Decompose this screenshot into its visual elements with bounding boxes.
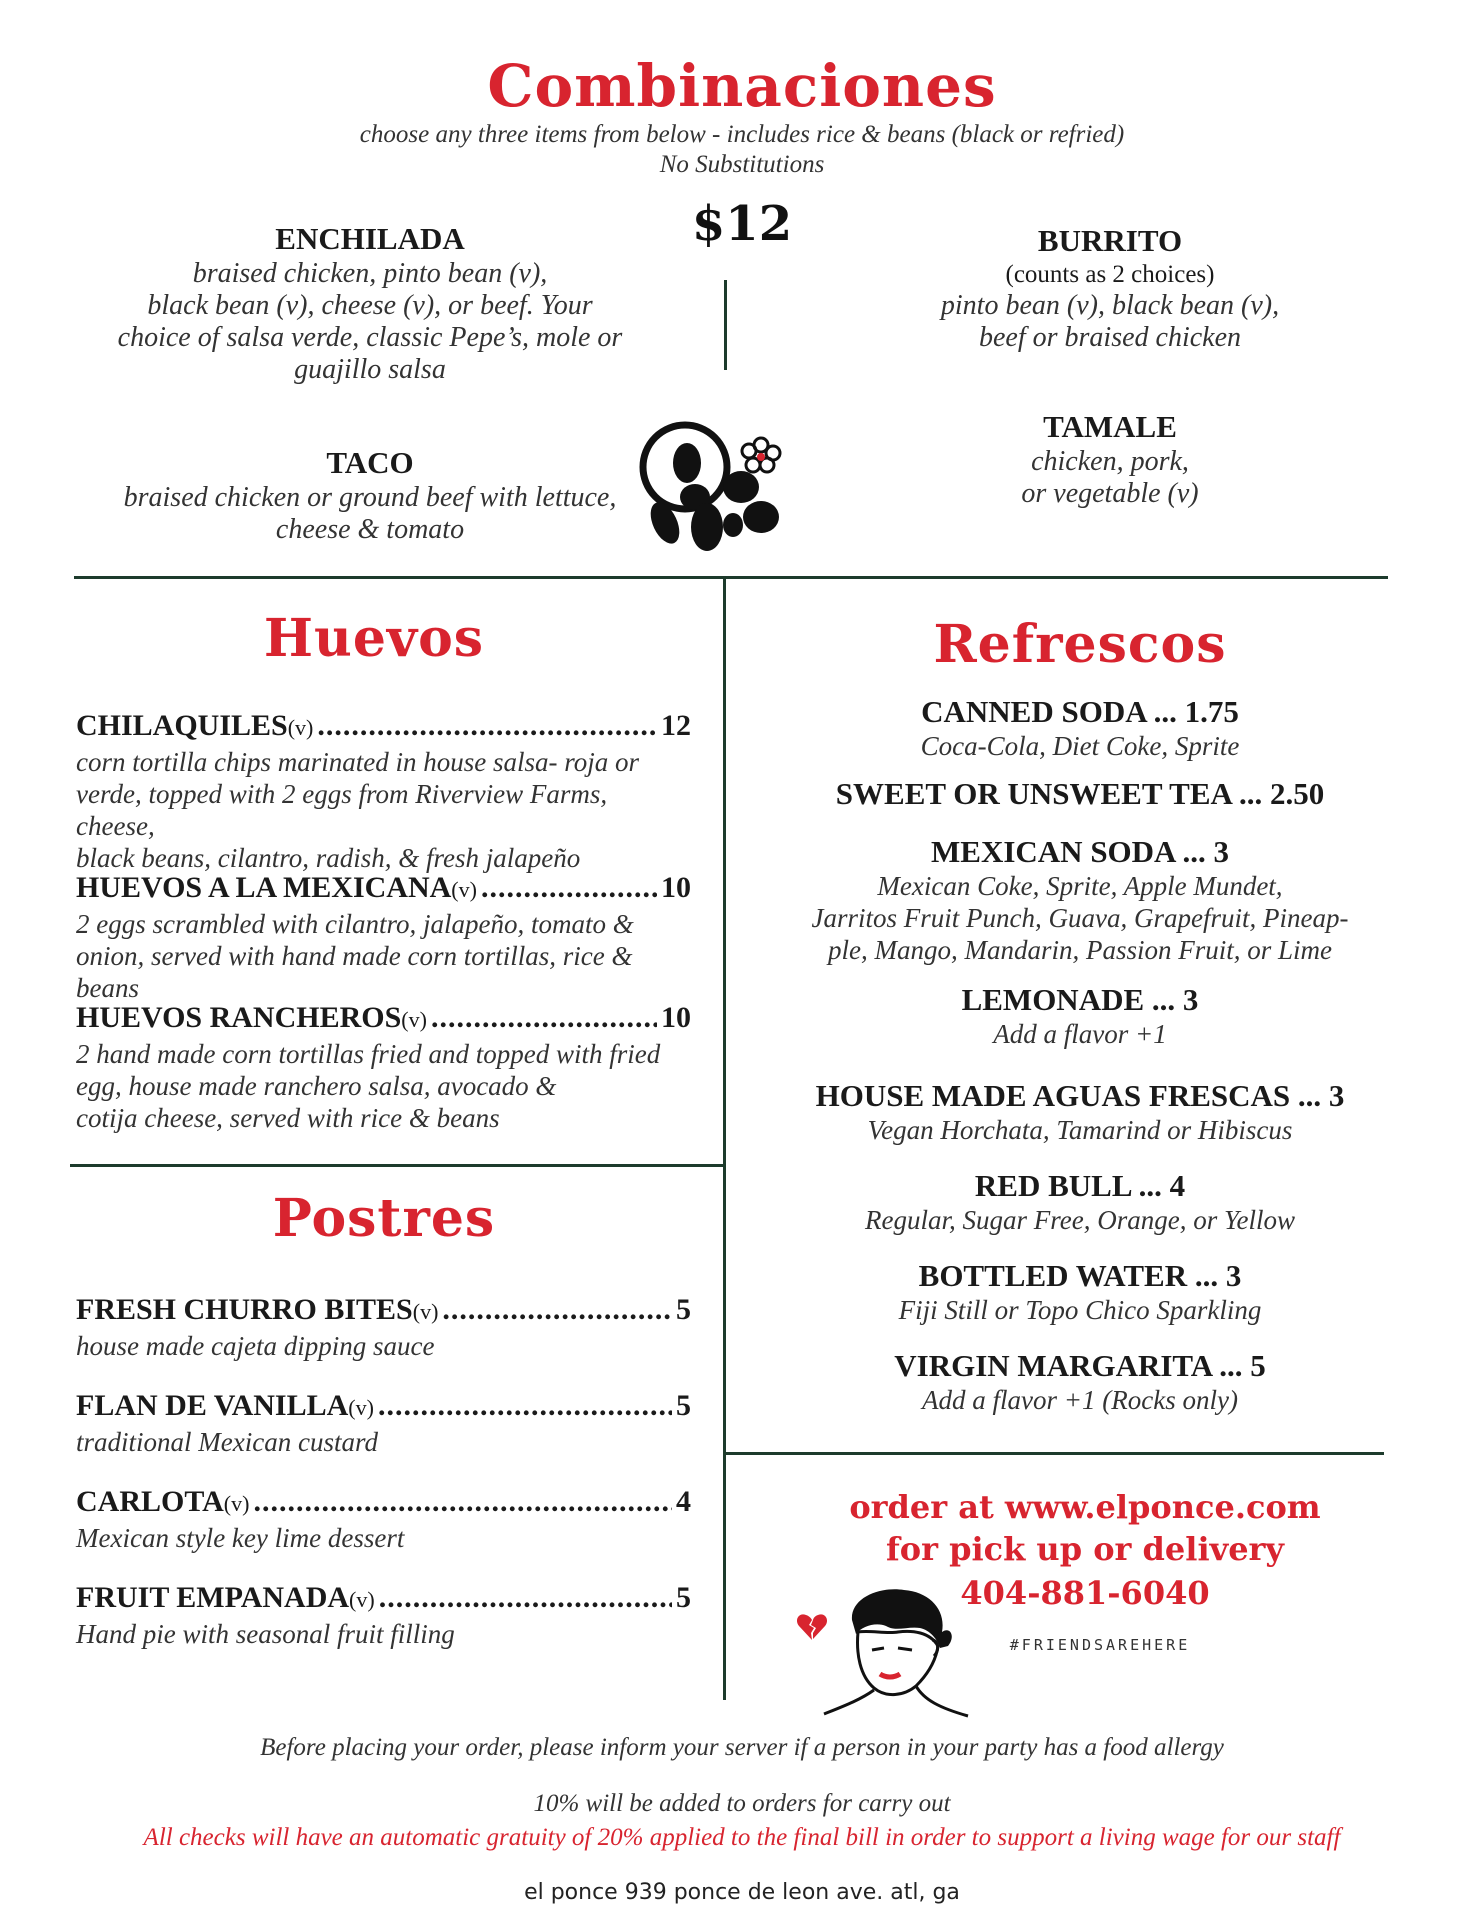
drink-name: VIRGIN MARGARITA ... 5 bbox=[894, 1348, 1266, 1383]
drink-name: SWEET OR UNSWEET TEA ... 2.50 bbox=[835, 776, 1325, 811]
desc-line: ple, Mango, Mandarin, Passion Fruit, or Lime bbox=[828, 935, 1332, 965]
vegetarian-mark: (v) bbox=[348, 1395, 374, 1420]
item-desc bbox=[76, 908, 691, 1004]
menu-item bbox=[76, 870, 691, 1004]
item-desc bbox=[76, 746, 691, 874]
vegetarian-mark: (v) bbox=[412, 1299, 439, 1324]
combo-item-note: (counts as 2 choices) bbox=[1005, 261, 1215, 288]
drink-item bbox=[730, 1078, 1430, 1146]
desc-line: or vegetable (v) bbox=[1021, 478, 1199, 509]
drink-name: BOTTLED WATER ... 3 bbox=[918, 1258, 1242, 1293]
allergy-notice: Before placing your order, please inform your server if a person in your party has a food allergy bbox=[260, 1734, 1224, 1761]
combinaciones-subtitle-line: No Substitutions bbox=[659, 151, 825, 178]
order-phone[interactable]: 404-881-6040 bbox=[960, 1574, 1210, 1612]
item-price: 5 bbox=[676, 1293, 691, 1326]
leader-dots bbox=[481, 870, 657, 906]
drink-item bbox=[730, 982, 1430, 1050]
combinaciones-subtitle bbox=[0, 120, 1484, 180]
menu-item bbox=[76, 1292, 691, 1362]
section-divider bbox=[726, 1452, 1384, 1455]
drink-name: MEXICAN SODA ... 3 bbox=[931, 834, 1229, 869]
combo-item-name: BURRITO bbox=[1037, 223, 1183, 258]
drink-desc: Coca-Cola, Diet Coke, Sprite bbox=[920, 731, 1240, 761]
item-desc bbox=[76, 1426, 691, 1458]
desc-line: Hand pie with seasonal fruit filling bbox=[76, 1619, 455, 1649]
desc-line: verde, topped with 2 eggs from Riverview Farms, cheese, bbox=[76, 779, 608, 841]
leader-dots bbox=[431, 1000, 657, 1036]
desc-line: black bean (v), cheese (v), or beef. Your bbox=[147, 290, 593, 321]
desc-line: guajillo salsa bbox=[294, 354, 446, 385]
item-desc bbox=[76, 1038, 691, 1134]
restaurant-address: el ponce 939 ponce de leon ave. atl, ga bbox=[524, 1880, 960, 1905]
item-desc bbox=[76, 1618, 691, 1650]
drink-item bbox=[730, 1168, 1430, 1236]
combinaciones-subtitle-line: choose any three items from below - includes rice & beans (black or refried) bbox=[359, 121, 1125, 148]
desc-line: braised chicken, pinto bean (v), bbox=[192, 258, 548, 289]
desc-line: pinto bean (v), black bean (v), bbox=[940, 290, 1280, 321]
item-name: CARLOTA bbox=[76, 1485, 224, 1518]
item-name: CHILAQUILES bbox=[76, 709, 288, 742]
huevos-title: Huevos bbox=[263, 608, 485, 669]
drink-name: LEMONADE ... 3 bbox=[961, 982, 1199, 1017]
vegetarian-mark: (v) bbox=[451, 877, 477, 902]
desc-line: beans bbox=[76, 973, 139, 1003]
item-price: 4 bbox=[676, 1485, 691, 1518]
item-name: HUEVOS RANCHEROS bbox=[76, 1001, 402, 1034]
refrescos-title: Refrescos bbox=[933, 614, 1227, 675]
desc-line: choice of salsa verde, classic Pepe’s, mole or bbox=[117, 322, 623, 353]
combo-item-desc bbox=[100, 258, 640, 386]
item-price: 10 bbox=[661, 1001, 691, 1034]
desc-line: traditional Mexican custard bbox=[76, 1427, 378, 1457]
item-desc bbox=[76, 1522, 691, 1554]
drink-desc: Vegan Horchata, Tamarind or Hibiscus bbox=[867, 1115, 1293, 1145]
combo-item-name: ENCHILADA bbox=[275, 221, 465, 256]
drink-item bbox=[730, 776, 1430, 812]
desc-line: chicken, pork, bbox=[1031, 446, 1189, 477]
section-divider bbox=[74, 576, 1388, 579]
leader-dots bbox=[379, 1580, 672, 1616]
combinaciones-price: $12 bbox=[691, 196, 793, 252]
column-divider bbox=[723, 578, 726, 1700]
carryout-notice: 10% will be added to orders for carry out bbox=[533, 1790, 951, 1817]
menu-item bbox=[76, 1388, 691, 1458]
item-name: FLAN DE VANILLA bbox=[76, 1389, 349, 1422]
combo-burrito bbox=[870, 222, 1350, 354]
combo-taco bbox=[100, 444, 640, 546]
desc-line: beef or braised chicken bbox=[978, 322, 1242, 353]
desc-line: black beans, cilantro, radish, & fresh jalapeño bbox=[76, 843, 581, 873]
hashtag: #FRIENDSAREHERE bbox=[1009, 1636, 1191, 1654]
combo-item-name: TACO bbox=[326, 445, 414, 480]
combinaciones-title: Combinaciones bbox=[487, 52, 997, 120]
desc-line: cheese & tomato bbox=[275, 514, 465, 545]
desc-line: cotija cheese, served with rice & beans bbox=[76, 1103, 500, 1133]
drink-item bbox=[730, 1258, 1430, 1326]
vegetarian-mark: (v) bbox=[223, 1491, 250, 1516]
drink-desc: Add a flavor +1 (Rocks only) bbox=[922, 1385, 1238, 1415]
item-name: HUEVOS A LA MEXICANA bbox=[76, 871, 452, 904]
man-portrait-icon bbox=[800, 1580, 990, 1730]
order-url[interactable]: order at www.elponce.com bbox=[849, 1488, 1321, 1526]
combo-item-desc bbox=[870, 290, 1350, 354]
postres-title: Postres bbox=[272, 1188, 496, 1249]
drink-desc bbox=[730, 870, 1430, 966]
menu-item bbox=[76, 1484, 691, 1554]
leader-dots bbox=[317, 708, 657, 744]
leader-dots bbox=[442, 1292, 672, 1328]
section-divider bbox=[70, 1164, 724, 1167]
drink-item bbox=[730, 834, 1430, 966]
menu-item bbox=[76, 708, 691, 874]
drink-desc: Add a flavor +1 bbox=[993, 1019, 1167, 1049]
vegetarian-mark: (v) bbox=[401, 1007, 427, 1032]
desc-line: Mexican Coke, Sprite, Apple Mundet, bbox=[877, 871, 1283, 901]
cactus-icon bbox=[635, 415, 815, 555]
vegetarian-mark: (v) bbox=[349, 1587, 375, 1612]
menu-item bbox=[76, 1580, 691, 1650]
combo-enchilada bbox=[100, 220, 640, 386]
menu-item bbox=[76, 1000, 691, 1134]
vegetarian-mark: (v) bbox=[287, 715, 314, 740]
drink-name: HOUSE MADE AGUAS FRESCAS ... 3 bbox=[815, 1078, 1345, 1113]
item-price: 10 bbox=[661, 871, 691, 904]
desc-line: house made cajeta dipping sauce bbox=[76, 1331, 435, 1361]
item-price: 5 bbox=[676, 1581, 691, 1614]
desc-line: 2 hand made corn tortillas fried and topped with fried bbox=[76, 1039, 661, 1069]
item-price: 12 bbox=[661, 709, 691, 742]
item-name: FRUIT EMPANADA bbox=[76, 1581, 350, 1614]
drink-desc: Fiji Still or Topo Chico Sparkling bbox=[898, 1295, 1262, 1325]
leader-dots bbox=[253, 1484, 672, 1520]
desc-line: Mexican style key lime dessert bbox=[76, 1523, 405, 1553]
desc-line: braised chicken or ground beef with lettuce, bbox=[123, 482, 617, 513]
drink-item bbox=[730, 694, 1430, 762]
item-name: FRESH CHURRO BITES bbox=[76, 1293, 413, 1326]
desc-line: onion, served with hand made corn tortillas, rice & bbox=[76, 941, 633, 971]
item-desc bbox=[76, 1330, 691, 1362]
desc-line: egg, house made ranchero salsa, avocado & bbox=[76, 1071, 557, 1101]
desc-line: corn tortilla chips marinated in house salsa- roja or bbox=[76, 747, 640, 777]
desc-line: 2 eggs scrambled with cilantro, jalapeño, tomato & bbox=[76, 909, 634, 939]
combo-divider bbox=[724, 280, 727, 370]
order-delivery: for pick up or delivery bbox=[885, 1530, 1284, 1568]
gratuity-notice: All checks will have an automatic gratuity of 20% applied to the final bill in order to support a living wage for our staff bbox=[143, 1824, 1341, 1851]
drink-name: RED BULL ... 4 bbox=[974, 1168, 1186, 1203]
drink-desc: Regular, Sugar Free, Orange, or Yellow bbox=[865, 1205, 1295, 1235]
drink-name: CANNED SODA ... 1.75 bbox=[921, 694, 1239, 729]
combo-tamale bbox=[870, 408, 1350, 510]
item-price: 5 bbox=[676, 1389, 691, 1422]
desc-line: Jarritos Fruit Punch, Guava, Grapefruit, Pineap- bbox=[811, 903, 1349, 933]
leader-dots bbox=[378, 1388, 672, 1424]
combo-item-desc bbox=[100, 482, 640, 546]
combo-item-name: TAMALE bbox=[1043, 409, 1177, 444]
drink-item bbox=[730, 1348, 1430, 1416]
combo-item-desc bbox=[870, 446, 1350, 510]
